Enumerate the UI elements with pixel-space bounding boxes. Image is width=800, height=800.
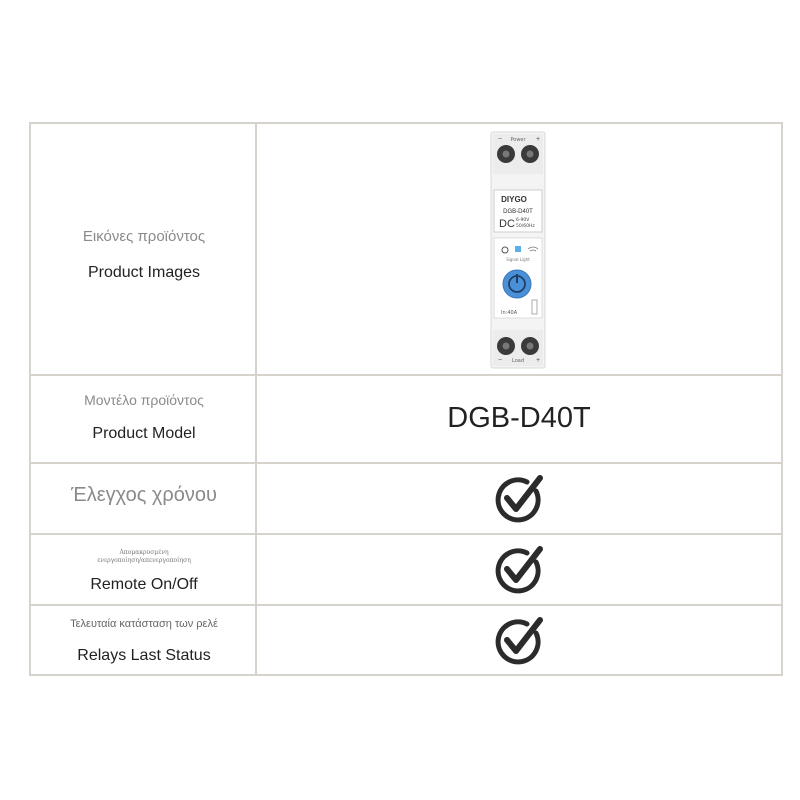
svg-text:+: + xyxy=(536,136,541,143)
row-product-model xyxy=(31,374,781,462)
label-greek-line2: ενεργοποίηση/απενεργοποίηση xyxy=(97,557,191,564)
svg-text:50/60Hz: 50/60Hz xyxy=(516,224,535,229)
label-cell xyxy=(31,124,257,374)
svg-text:−: − xyxy=(498,357,503,364)
label-greek: Μοντέλο προϊόντος xyxy=(84,392,204,408)
load-label: Load xyxy=(512,358,524,364)
check-circle-icon xyxy=(491,474,547,526)
brand-logo: DIYGO xyxy=(501,195,527,204)
label-english: Remote On/Off xyxy=(90,576,198,593)
label-cell xyxy=(31,376,257,462)
svg-text:−: − xyxy=(498,136,503,143)
product-model-value: DGB-D40T xyxy=(447,402,591,434)
device-model: DGB-D40T xyxy=(503,209,533,215)
check-circle-icon xyxy=(491,545,547,597)
rating-label: In:40A xyxy=(501,310,518,316)
label-cell xyxy=(31,606,257,674)
dc-label: DC xyxy=(499,218,515,230)
svg-text:+: + xyxy=(536,357,541,364)
label-greek: Εικόνες προϊόντος xyxy=(82,228,206,245)
value-cell xyxy=(257,464,781,533)
value-cell xyxy=(257,376,781,462)
label-greek: Έλεγχος χρόνου xyxy=(71,484,217,506)
product-image-cell xyxy=(257,124,781,374)
label-english: Product Model xyxy=(92,425,196,442)
power-label: Power xyxy=(510,137,526,143)
label-cell xyxy=(31,535,257,604)
row-time-control xyxy=(31,462,781,533)
check-circle-icon xyxy=(491,616,547,668)
svg-text:6-90V: 6-90V xyxy=(516,218,530,223)
product-image xyxy=(257,124,781,374)
value-cell xyxy=(257,606,781,674)
spec-table xyxy=(29,122,783,676)
value-cell xyxy=(257,535,781,604)
svg-text:Signal Light: Signal Light xyxy=(506,257,530,262)
row-remote-on-off xyxy=(31,533,781,604)
label-cell xyxy=(31,464,257,533)
label-greek: Τελευταία κατάσταση των ρελέ xyxy=(70,618,218,630)
label-greek-line1: Απομακρυσμένη xyxy=(119,549,169,556)
row-relays-last-status xyxy=(31,604,781,674)
label-english: Relays Last Status xyxy=(77,647,211,664)
row-product-images xyxy=(31,124,781,374)
label-english: Product Images xyxy=(87,264,201,281)
